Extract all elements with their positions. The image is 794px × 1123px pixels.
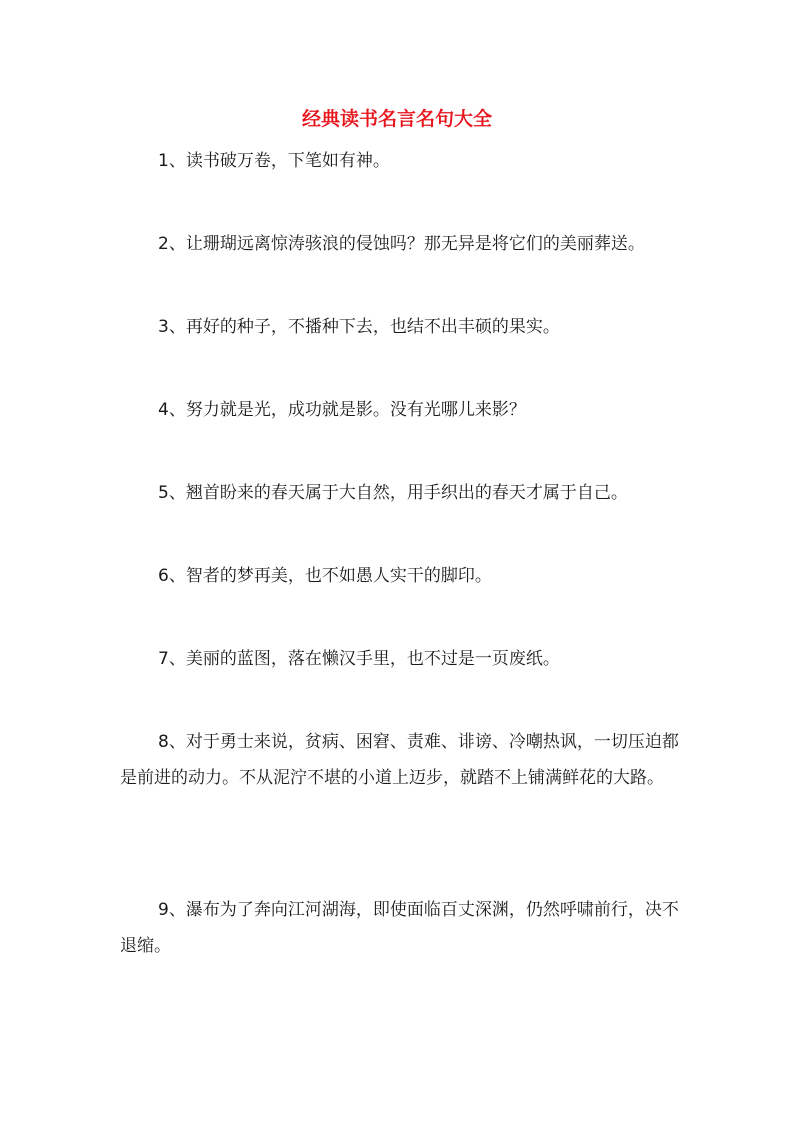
quote-item-6: 6、智者的梦再美，也不如愚人实干的脚印。 [158,566,492,586]
quote-item-5: 5、翘首盼来的春天属于大自然，用手织出的春天才属于自己。 [158,483,628,503]
quote-item-3: 3、再好的种子，不播种下去，也结不出丰硕的果实。 [158,317,560,337]
quote-item-9: 9、瀑布为了奔向江河湖海，即使面临百丈深渊，仍然呼啸前行，决不退缩。 [120,900,679,956]
quote-item-2: 2、让珊瑚远离惊涛骇浪的侵蚀吗？那无异是将它们的美丽葬送。 [158,234,645,254]
quote-item-4: 4、努力就是光，成功就是影。没有光哪儿来影？ [158,400,526,420]
document-title: 经典读书名言名句大全 [301,108,492,130]
quote-item-7: 7、美丽的蓝图，落在懒汉手里，也不过是一页废纸。 [158,649,560,669]
quote-item-1: 1、读书破万卷，下笔如有神。 [158,151,390,171]
quote-item-8: 8、对于勇士来说，贫病、困窘、责难、诽谤、冷嘲热讽，一切压迫都是前进的动力。不从泥泞不堪的小道上迈步，就踏不上铺满鲜花的大路。 [120,732,679,788]
